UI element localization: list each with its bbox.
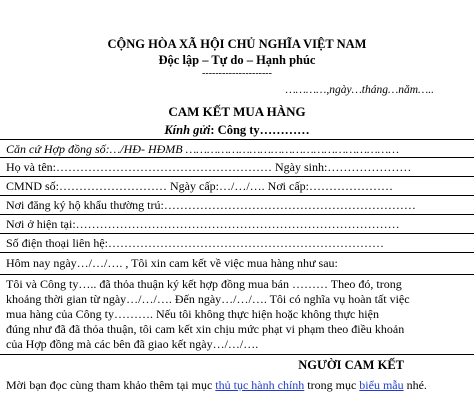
divider	[0, 274, 474, 275]
paragraph-line: mua hàng của Công ty………. Nếu tôi không thực hiện hoặc không thực hiện	[6, 307, 379, 321]
divider	[0, 139, 474, 140]
phone-line: Số điện thoại liên hệ:……………………………………………………………	[6, 236, 384, 250]
link-thu-tuc-hanh-chinh[interactable]: thủ tục hành chính	[215, 378, 305, 392]
contract-basis: Căn cứ Hợp đồng số:…/HĐ- HĐMB ……………………………………………………	[6, 142, 399, 156]
paragraph-line: của Hợp đồng mà các bên đã giao kết ngày…/…/….	[6, 337, 259, 351]
name-line: Họ và tên:……………………………………………… Ngày sinh:…………………	[6, 160, 412, 174]
divider	[0, 176, 474, 177]
id-line: CMND số:……………………… Ngày cấp:…/…/…. Nơi cấp:…………………	[6, 179, 393, 193]
signature-label: NGƯỜI CAM KẾT	[298, 358, 404, 372]
footer-note	[6, 378, 427, 393]
greeting-value: : Công ty…………	[210, 123, 310, 137]
link-bieu-mau[interactable]: biểu mẫu	[359, 378, 404, 392]
motto-divider: ---------------------	[202, 68, 272, 79]
today-line: Hôm nay ngày…/…/…. , Tôi xin cam kết về việc mua hàng như sau:	[6, 256, 338, 270]
footer-text-before: Mời bạn đọc cùng tham khảo thêm tại mục	[6, 378, 216, 392]
greeting	[0, 123, 474, 138]
paragraph-line: đúng như đã đã thỏa thuận, tôi cam kết xin chịu mức phạt vi phạm theo điều khoản	[6, 322, 405, 336]
current-address-line: Nơi ở hiện tại:………………………………………………………………………	[6, 217, 400, 231]
divider	[0, 195, 474, 196]
household-line: Nơi đăng ký hộ khẩu thường trú:………………………………………………………	[6, 198, 416, 212]
nation-header: CỘNG HÒA XÃ HỘI CHỦ NGHĨA VIỆT NAM	[107, 37, 367, 51]
divider	[0, 233, 474, 234]
date-line: …………,ngày…tháng…năm…..	[285, 84, 434, 96]
divider	[0, 354, 474, 355]
motto: Độc lập – Tự do – Hạnh phúc	[158, 53, 316, 67]
footer-text-middle: trong mục	[304, 378, 360, 392]
paragraph-line: Tôi và Công ty….. đã thỏa thuận ký kết hợp đồng mua bán ……… Theo đó, trong	[6, 277, 402, 291]
divider	[0, 252, 474, 253]
document-title: CAM KẾT MUA HÀNG	[168, 104, 306, 119]
greeting-label: Kính gửi	[164, 123, 211, 137]
divider	[0, 157, 474, 158]
divider	[0, 214, 474, 215]
paragraph-line: khoảng thời gian từ ngày…/…/…. Đến ngày…/…/…. Tôi có nghĩa vụ hoàn tất việc	[6, 292, 410, 306]
footer-text-after: nhé.	[403, 378, 427, 392]
